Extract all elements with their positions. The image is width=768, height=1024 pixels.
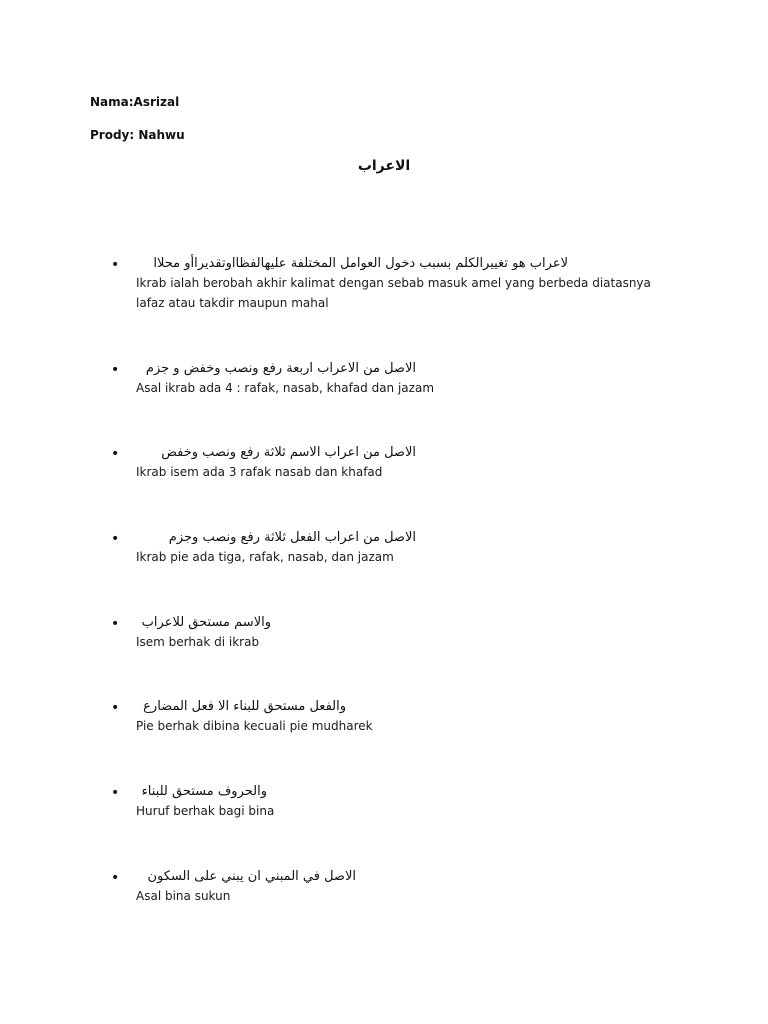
list-item bbox=[111, 614, 676, 652]
translation-text: Huruf berhak bagi bina bbox=[136, 804, 275, 818]
arabic-text: الاصل في المبني ان يبني على السكون bbox=[147, 869, 356, 884]
list-item bbox=[111, 698, 676, 736]
list-item bbox=[111, 783, 676, 821]
document-title: الاعراب bbox=[357, 158, 411, 174]
author-name: Nama:Asrizal bbox=[90, 95, 180, 109]
list-item bbox=[111, 868, 676, 906]
arabic-text: والاسم مستحق للاعراب bbox=[141, 615, 271, 630]
translation-text: Asal bina sukun bbox=[136, 889, 231, 903]
bullet-icon: • bbox=[111, 785, 120, 801]
translation-text: Ikrab pie ada tiga, rafak, nasab, dan jazam bbox=[136, 550, 394, 564]
bullet-icon: • bbox=[111, 700, 120, 716]
arabic-text: والفعل مستحق للبناء الا فعل المضارع bbox=[143, 699, 346, 714]
arabic-text: الاصل من الاعراب اربعة رفع ونصب وخفض و جزم bbox=[145, 361, 416, 376]
arabic-text: الاصل من اعراب الفعل ثلاثة رفع ونصب وجزم bbox=[168, 530, 416, 545]
arabic-text: الاصل من اعراب الاسم ثلاثة رفع ونصب وخفض bbox=[161, 445, 416, 460]
bullet-icon: • bbox=[111, 616, 120, 632]
study-program: Prody: Nahwu bbox=[90, 128, 185, 142]
translation-text: Isem berhak di ikrab bbox=[136, 635, 260, 649]
bullet-icon: • bbox=[111, 870, 120, 886]
arabic-text: لاعراب هو تغييرالكلم بسبب دخول العوامل المختلفة عليهالفظااوتقديراأو محلاا bbox=[153, 256, 568, 271]
list-item bbox=[111, 529, 676, 567]
bullet-icon: • bbox=[111, 362, 120, 378]
translation-text: Ikrab isem ada 3 rafak nasab dan khafad bbox=[136, 465, 383, 479]
translation-text: Pie berhak dibina kecuali pie mudharek bbox=[136, 719, 373, 733]
arabic-text: والحروف مستحق للبناء bbox=[141, 784, 267, 799]
list-item bbox=[111, 444, 676, 482]
bullet-icon: • bbox=[111, 446, 120, 462]
bullet-icon: • bbox=[111, 531, 120, 547]
bullet-icon: • bbox=[111, 257, 120, 273]
translation-text: Asal ikrab ada 4 : rafak, nasab, khafad dan jazam bbox=[136, 381, 435, 395]
translation-text: Ikrab ialah berobah akhir kalimat dengan sebab masuk amel yang berbeda diatasnya lafaz atau takdir maupun mahal bbox=[136, 276, 651, 310]
list-item bbox=[111, 255, 676, 313]
list-item bbox=[111, 360, 676, 398]
